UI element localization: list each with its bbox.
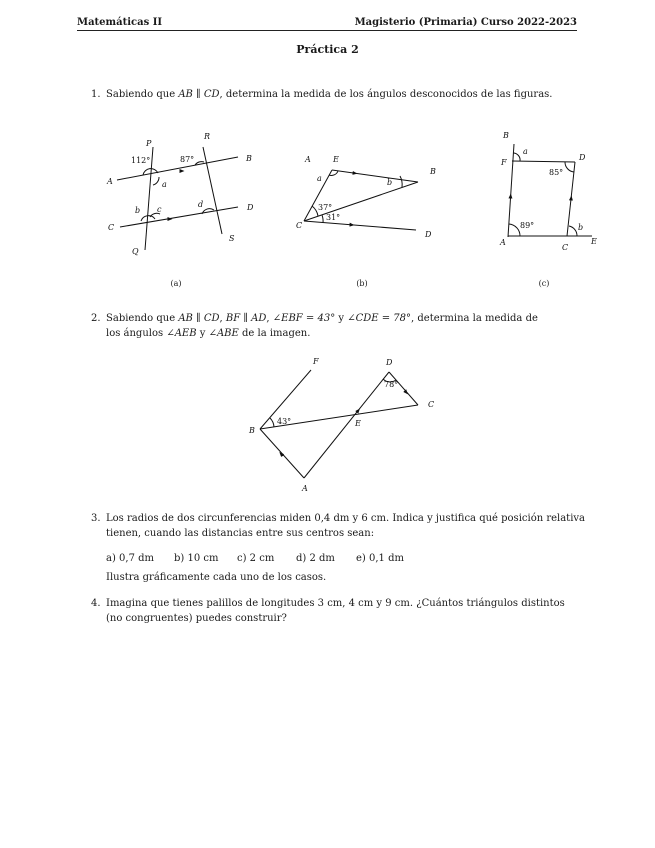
- fig2-label-d: D: [386, 358, 393, 367]
- fig-b-label-b: B: [430, 167, 436, 176]
- q3-option-c: c) 2 cm: [237, 553, 275, 564]
- arc-43: [270, 418, 274, 427]
- fig2-label-c: C: [428, 400, 435, 409]
- q2-sep2: ,: [266, 313, 273, 324]
- arc-a: [153, 177, 159, 185]
- fig-b-label-c: C: [296, 221, 303, 230]
- q2-math-ebf: ∠EBF = 43°: [272, 313, 336, 324]
- q1-number: 1.: [91, 89, 101, 100]
- fig2-label-b: B: [249, 426, 255, 435]
- q2-line2-pre: los ángulos: [106, 328, 167, 339]
- q2-math-bf-ad: BF ∥ AD: [225, 313, 267, 324]
- fig-c-label-c: C: [562, 243, 569, 252]
- arrow-ad: [357, 410, 358, 412]
- q3-line2: tienen, cuando las distancias entre sus centros sean:: [106, 528, 375, 539]
- fig-a-angle-a: a: [162, 180, 167, 189]
- fig-a-label-c: C: [108, 223, 115, 232]
- arc-89: [509, 224, 520, 236]
- q4-line2: (no congruentes) puedes construir?: [106, 613, 287, 624]
- q3-text: [106, 511, 586, 541]
- line-fd-c: [512, 161, 575, 162]
- fig-c-label-b: B: [503, 131, 509, 140]
- fig-b-label-e: E: [333, 155, 339, 164]
- fig2-angle-78: 78°: [384, 380, 399, 389]
- line-ad: [304, 372, 389, 478]
- q2-line2: [106, 326, 580, 341]
- fig-b-angle-b: b: [387, 178, 393, 187]
- fig2-angle-43: 43°: [277, 417, 292, 426]
- q2-line1-pre: Sabiendo que: [106, 313, 179, 324]
- fig-a-label-q: Q: [132, 247, 139, 256]
- q2-math-aeb: ∠AEB: [166, 328, 197, 339]
- fig-b-label-a: A: [305, 155, 311, 164]
- fig-c-label-a: A: [500, 238, 506, 247]
- fig2-label-e: E: [355, 419, 361, 428]
- fig-c-angle-89: 89°: [520, 221, 535, 230]
- transversal-rs: [203, 147, 222, 234]
- line-af-c: [508, 144, 514, 237]
- arc-31: [322, 215, 323, 223]
- line-cd-b: [304, 221, 416, 230]
- fig-a-label-p: P: [146, 139, 152, 148]
- q3-line1: Los radios de dos circunferencias miden 0,4 dm y 6 cm. Indica y justifica qué posición relativa: [106, 513, 586, 524]
- fig-c-label-e: E: [591, 237, 597, 246]
- q2-line1-post: , determina la medida de: [411, 313, 538, 324]
- q2-math-cde: ∠CDE = 78°: [347, 313, 412, 324]
- fig-c-label-d: D: [579, 153, 586, 162]
- fig-a-angle-87: 87°: [180, 155, 195, 164]
- fig-a-label-b: B: [246, 154, 252, 163]
- line-ab-b: [332, 170, 418, 182]
- fig-a-label-r: R: [204, 132, 211, 141]
- q2-sep3: y: [335, 313, 348, 324]
- fig-b-caption: (b): [356, 279, 368, 288]
- q4-text: [106, 596, 586, 626]
- fig-c-label-f: F: [501, 158, 507, 167]
- fig-b-angle-37: 37°: [318, 203, 333, 212]
- fig-c-angle-85: 85°: [549, 168, 564, 177]
- fig-a-angle-112: 112°: [131, 156, 151, 165]
- q2-number: 2.: [91, 313, 101, 324]
- q1-text-post: , determina la medida de los ángulos desconocidos de las figuras.: [219, 89, 553, 100]
- q2-sep4: y: [196, 328, 209, 339]
- header-program: Magisterio (Primaria) Curso 2022-2023: [354, 17, 577, 28]
- q2-sep1: ,: [219, 313, 226, 324]
- fig-c-angle-a: a: [523, 147, 528, 156]
- q2-text: [106, 311, 580, 341]
- fig-b-angle-31: 31°: [326, 213, 341, 222]
- q3-option-d: d) 2 dm: [296, 553, 335, 564]
- q2-figure: [0, 340, 655, 500]
- fig-c-angle-b: b: [578, 223, 584, 232]
- q2-math-abe: ∠ABE: [208, 328, 239, 339]
- fig-b-label-d: D: [425, 230, 432, 239]
- fig-a-label-a: A: [107, 177, 113, 186]
- q3-option-a: a) 0,7 dm: [106, 553, 155, 564]
- q3-number: 3.: [91, 513, 101, 524]
- q3-illustrate: Ilustra gráficamente cada uno de los casos.: [106, 572, 327, 583]
- q3-option-b: b) 10 cm: [174, 553, 219, 564]
- q2-line2-post: de la imagen.: [238, 328, 311, 339]
- q2-line1: [106, 311, 580, 326]
- arc-a-c: [513, 153, 520, 161]
- fig-a-label-s: S: [229, 234, 235, 243]
- q2-math-ab-cd: AB ∥ CD: [178, 313, 220, 324]
- arc-b-b: [400, 176, 402, 187]
- fig2-label-a: A: [302, 484, 308, 493]
- q4-number: 4.: [91, 598, 101, 609]
- arc-b-c: [569, 226, 577, 236]
- q1-figures: [0, 0, 655, 300]
- fig-a-angle-c: c: [157, 205, 162, 214]
- fig-b-angle-a: a: [317, 174, 322, 183]
- fig-a-angle-b: b: [135, 206, 141, 215]
- fig2-label-f: F: [313, 357, 319, 366]
- line-ba: [260, 429, 304, 478]
- header-course: Matemáticas II: [77, 17, 163, 28]
- arc-85: [565, 162, 574, 172]
- q3-option-e: e) 0,1 dm: [356, 553, 404, 564]
- q1-math: AB ∥ CD: [178, 89, 220, 100]
- line-cb-b: [304, 182, 418, 221]
- fig-a-angle-d: d: [198, 200, 204, 209]
- fig-a-caption: (a): [170, 279, 182, 288]
- page-title: Práctica 2: [296, 43, 359, 56]
- q4-line1: Imagina que tienes palillos de longitudes 3 cm, 4 cm y 9 cm. ¿Cuántos triángulos distintos: [106, 598, 565, 609]
- fig-c-caption: (c): [538, 279, 550, 288]
- fig-a-label-d: D: [247, 203, 254, 212]
- q1-text-pre: Sabiendo que: [106, 89, 179, 100]
